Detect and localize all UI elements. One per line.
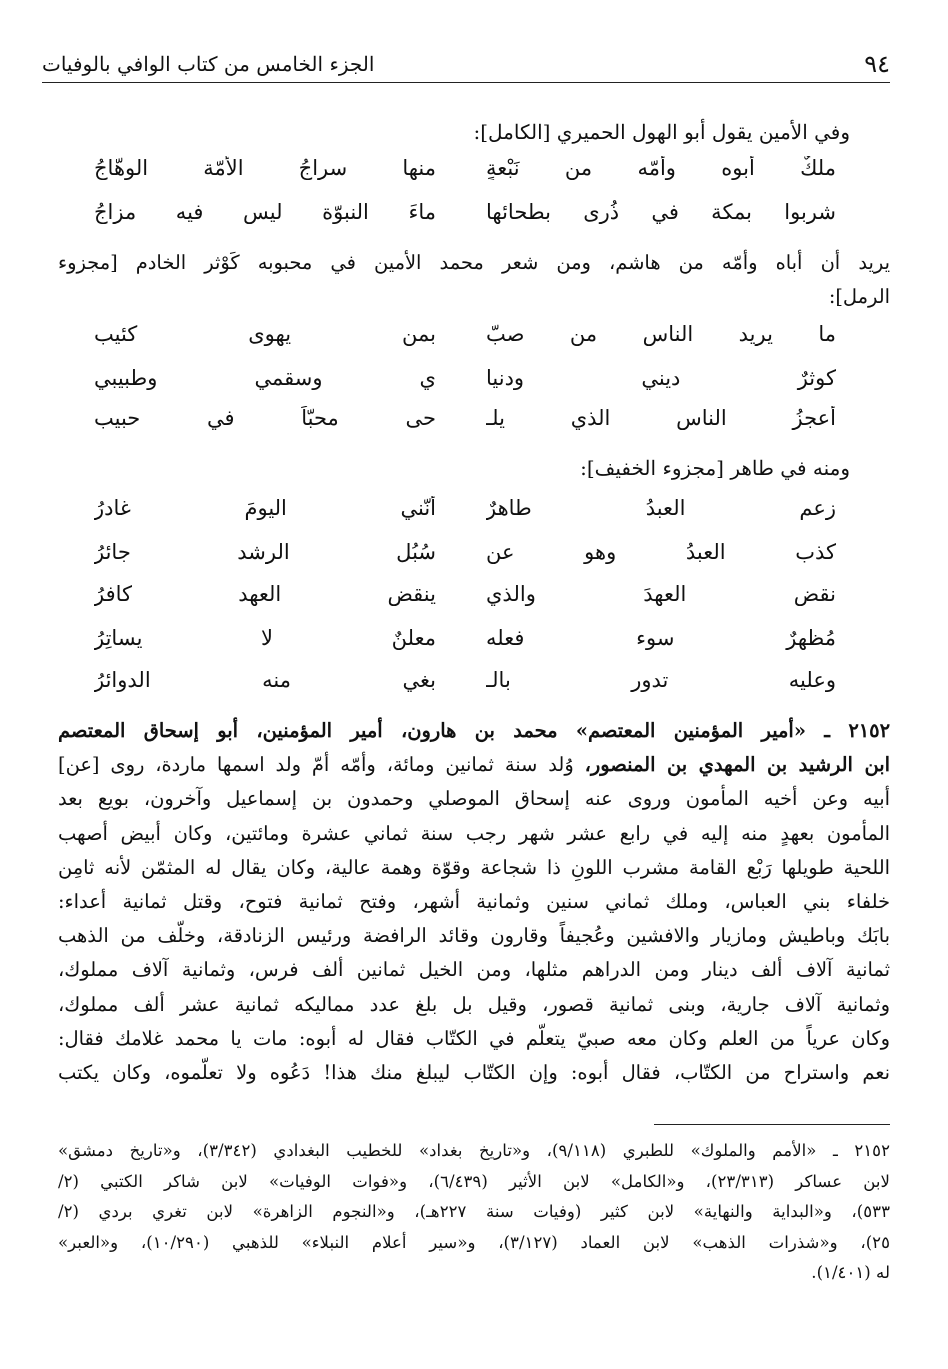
poem-intro-paragraph (58, 246, 890, 314)
footnote-line: ٢١٥٢ ـ «الأمم والملوك» للطبري (٩/١١٨)، و«تاريخ بغداد» للخطيب البغدادي (٣/٣٤٢)، و«تاريخ دمشق» (58, 1141, 890, 1160)
verse-first-hemistich: وعليه تدور بالـ (486, 668, 836, 692)
text-line: ثمانية آلاف ألف دينار ومن الدراهم مثلها، ومن الخيل ثمانين ألف فرس، وثمانية آلاف مملوك، (58, 958, 890, 982)
verse-second-hemistich: بمن يهوى كئيب (94, 322, 436, 346)
text-line: وثمانية آلاف جارية، وبنى ثمانية قصور، وقيل بل بلغ عدد مماليكه ثمانية عشر ألف مملوك، (58, 992, 890, 1016)
text-line: وكان عرياً من العلم وكان معه صبيّ يتعلّم في الكتّاب فقال له أبوه: مات يا محمد غلامك فقال: (58, 1026, 890, 1050)
footnote-line: لابن عساكر (٢٣/٣١٣)، و«الكامل» لابن الأثير (٦/٤٣٩)، و«فوات الوفيات» لابن شاكر الكتبي (٢/ (58, 1171, 890, 1191)
verse-first-hemistich: ملكٌ أبوه وأمّه من نَبْعةٍ (486, 156, 836, 180)
entry-lineage: ابن الرشيد بن المهدي بن المنصور، (584, 753, 890, 777)
text-line: الرمل]: (828, 285, 890, 309)
verse-first-hemistich: أعجزُ الناس الذي يلـ (486, 406, 836, 430)
footnote-divider (654, 1124, 890, 1125)
poem-intro: ومنه في طاهر [مجزوء الخفيف]: (580, 456, 850, 480)
footnote-line: له (١/٤٠١). (811, 1263, 890, 1283)
verse-first-hemistich: زعم العبدُ طاهرٌ (486, 496, 836, 520)
text-line: أبيه وعن أخيه المأمون وروى عنه إسحاق الموصلي وحمدون بن إسماعيل وآخرون، بويع بعد (58, 787, 890, 811)
verse-line (94, 540, 836, 574)
text-line (58, 748, 890, 782)
verse-first-hemistich: ما يريد الناس من صبّ (486, 322, 836, 346)
verse-second-hemistich: أنّني اليومَ غادرُ (94, 496, 436, 520)
verse-second-hemistich: ينقض العهد كافرُ (94, 582, 436, 606)
verse-first-hemistich: شربوا بمكة في ذُرى بطحائها (486, 200, 836, 224)
biography-entry (58, 714, 890, 1090)
footnote (58, 1136, 890, 1289)
verse-first-hemistich: مُظهرٌ سوء فعله (486, 626, 836, 650)
running-header (42, 46, 890, 83)
book-title: الجزء الخامس من كتاب الوافي بالوفيات (42, 52, 375, 76)
verse-line (94, 366, 836, 400)
verse-line (94, 156, 836, 190)
verse-second-hemistich: ي وسقمي وطبيبي (94, 366, 436, 390)
verse-second-hemistich: ماءَ النبوّة ليس فيه مزاجُ (94, 200, 436, 224)
verse-second-hemistich: بغي منه الدوائرُ (94, 668, 436, 692)
verse-line (94, 322, 836, 356)
verse-first-hemistich: نقض العهدَ والذي (486, 582, 836, 606)
verse-line (94, 496, 836, 530)
verse-second-hemistich: سُبُل الرشد جائرُ (94, 540, 436, 564)
footnote-line: ٢٥)، و«شذرات الذهب» لابن العماد (٣/١٢٧)، و«سير أعلام النبلاء» للذهبي (١٠/٢٩٠)، و«العبر» (58, 1232, 890, 1252)
text-line: يريد أن أباه وأمّه من هاشم، ومن شعر محمد الأمين في محبوبه كَوْثر الخادم [مجزوء (58, 251, 890, 274)
verse-line (94, 626, 836, 660)
verse-first-hemistich: كوثرٌ ديني ودنيا (486, 366, 836, 390)
verse-first-hemistich: كذب العبدُ وهو عن (486, 540, 836, 564)
verse-line (94, 582, 836, 616)
verse-line (94, 200, 836, 234)
entry-heading: ٢١٥٢ ـ «أمير المؤمنين المعتصم» محمد بن هارون، أمير المؤمنين، أبو إسحاق المعتصم (58, 719, 890, 742)
verse-second-hemistich: معلنٌ لا يساتِرُ (94, 626, 436, 650)
text-line: نعم واستراح من الكتّاب، فقال أبوه: وإن الكتّاب ليبلغ منك هذا! دَعُوه ولا تعلّموه، وكان يكتب (58, 1060, 890, 1084)
entry-text: وُلد سنة ثمانين ومائة، وأمّه أمّ ولد اسمها ماردة، روى [عن] (58, 753, 585, 777)
verse-second-hemistich: منها سراجُ الأمّة الوهّاجُ (94, 156, 436, 180)
verse-second-hemistich: حى محبّاً في حبيب (94, 406, 436, 430)
poem-intro: وفي الأمين يقول أبو الهول الحميري [الكامل]: (473, 120, 850, 144)
text-line: بابَك وباطيش ومازيار والافشين وعُجيفاً وقارون وقائد الرافضة ورئيس الزنادقة، وخلّف من الذهب (58, 924, 890, 948)
text-line: اللحية طويلها رَبْع القامة مشرب اللونِ ذا شجاعة وقوّة وهمة عالية، وكان يقال له المثمّن لأنه ثامِن (58, 855, 890, 879)
verse-line (94, 406, 836, 440)
page-number: ٩٤ (864, 50, 890, 78)
text-line: المأمون بعهدٍ منه إليه في رابع عشر شهر رجب سنة ثماني عشرة ومائتين، وكان أبيض أصهب (58, 821, 890, 845)
footnote-line: ٥٣٣)، و«البداية والنهاية» لابن كثير (وفيات سنة ٢٢٧هـ)، و«النجوم الزاهرة» لابن تغري بردي (٢/ (58, 1202, 890, 1222)
verse-line (94, 668, 836, 702)
text-line: خلفاء بني العباس، وملك ثماني سنين وثمانية أشهر، وفتح ثمانية فتوح، وقتل ثمانية أعداء: (58, 889, 890, 913)
